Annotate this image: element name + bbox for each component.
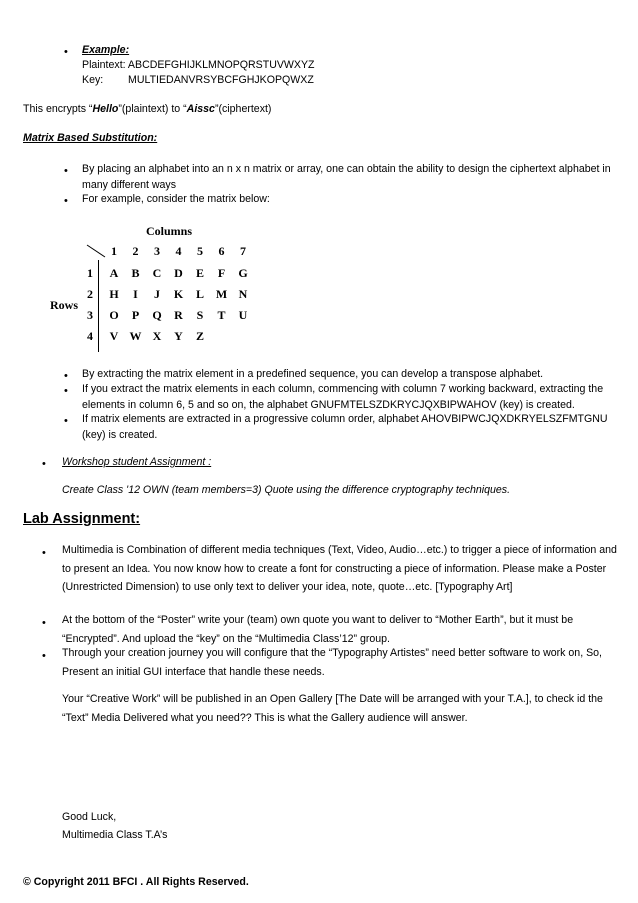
matrix-cell: E	[195, 266, 204, 280]
bullet-icon: •	[42, 617, 46, 629]
signoff-line-2: Multimedia Class T.A’s	[62, 829, 168, 841]
columns-label: Columns	[146, 224, 193, 238]
rows-label: Rows	[50, 298, 79, 312]
row-number: 3	[87, 308, 93, 322]
matrix-heading: Matrix Based Substitution:	[23, 132, 158, 144]
matrix-cell: D	[174, 266, 183, 280]
column-number: 5	[197, 244, 203, 258]
column-number: 3	[154, 244, 160, 258]
matrix-cell: L	[195, 287, 204, 301]
row-number: 1	[87, 266, 93, 280]
plaintext-word: Hello	[92, 103, 119, 115]
copyright-footer: © Copyright 2011 BFCI . All Rights Reserved.	[23, 876, 249, 888]
column-number: 1	[111, 244, 117, 258]
matrix-cell: K	[173, 287, 184, 301]
matrix-bullet-1: By placing an alphabet into an n x n matrix or array, one can obtain the ability to design the ciphertext alphabet in many different ways	[82, 163, 611, 191]
matrix-cell: S	[196, 308, 204, 322]
bullet-icon: •	[64, 195, 68, 207]
matrix-cell: M	[215, 287, 228, 301]
extract-bullet-1: By extracting the matrix element in a predefined sequence, you can develop a transpose alphabet.	[82, 368, 544, 380]
matrix-cell: H	[109, 287, 119, 301]
matrix-cell: X	[152, 329, 162, 343]
bullet-icon: •	[64, 165, 68, 177]
bullet-icon: •	[64, 385, 68, 397]
key-value: MULTIEDANVRSYBCFGHJKOPQWXZ	[128, 74, 314, 86]
diagonal-line-icon	[86, 244, 106, 258]
column-number: 4	[175, 244, 182, 258]
bullet-icon: •	[42, 458, 46, 470]
matrix-cell: A	[109, 266, 119, 280]
bullet-icon: •	[42, 547, 46, 559]
column-number: 7	[240, 244, 246, 258]
bullet-icon: •	[42, 650, 46, 662]
matrix-cell: Z	[195, 329, 204, 343]
column-number: 2	[132, 244, 139, 258]
matrix-cell: N	[238, 287, 248, 301]
encrypt-text-before: This encrypts “	[23, 103, 93, 115]
matrix-cell: F	[217, 266, 226, 280]
matrix-cell: I	[133, 287, 138, 301]
ciphertext-word: Aissc	[186, 103, 215, 115]
matrix-cell: U	[238, 308, 248, 322]
example-label: Example:	[82, 44, 130, 56]
key-label: Key:	[82, 74, 104, 86]
matrix-cell: Y	[174, 329, 183, 343]
bullet-icon: •	[64, 370, 68, 382]
matrix-cell: O	[109, 308, 119, 322]
matrix-bullet-2: For example, consider the matrix below:	[82, 193, 270, 205]
encrypt-text-middle: ”(plaintext) to “	[118, 103, 187, 115]
lab-heading: Lab Assignment:	[23, 511, 141, 527]
matrix-cell: J	[154, 287, 160, 301]
workshop-title: Workshop student Assignment :	[62, 456, 212, 468]
plaintext-line: Plaintext: ABCDEFGHIJKLMNOPQRSTUVWXYZ	[82, 59, 315, 71]
matrix-cell: R	[174, 308, 183, 322]
matrix-cell: T	[217, 308, 226, 322]
matrix-cell: W	[129, 329, 142, 343]
row-number: 2	[87, 287, 93, 301]
encrypt-sentence	[23, 102, 271, 118]
lab-bullet-3: Through your creation journey you will configure that the “Typography Artistes” need better software to work on, So, Present an initial GUI interface that handle these needs.	[62, 647, 602, 678]
matrix-cell: V	[109, 329, 119, 343]
bullet-icon: •	[64, 415, 68, 427]
column-number: 6	[218, 244, 225, 258]
extract-bullet-3: If matrix elements are extracted in a progressive column order, alphabet AHOVBIPWCJQXDKRYELSZFMTGNU (key) is created.	[82, 413, 608, 441]
row-number: 4	[87, 329, 93, 343]
matrix-cell: G	[238, 266, 248, 280]
substitution-matrix	[46, 222, 256, 352]
encrypt-text-after: ”(ciphertext)	[214, 103, 272, 115]
matrix-cell: C	[152, 266, 162, 280]
workshop-text: Create Class '12 OWN (team members=3) Quote using the difference cryptography techniques.	[62, 484, 511, 496]
lab-bullet-1: Multimedia is Combination of different media techniques (Text, Video, Audio…etc.) to trigger a piece of information and to present an Idea. You now know how to create a font for constructing a piece of information. Please make a Poster (Unrestricted Dimension) to use only text to deliver your idea, note, quote…etc. [Typography Art]	[62, 544, 617, 593]
signoff-line-1: Good Luck,	[62, 811, 117, 823]
matrix-cell: P	[131, 308, 140, 322]
bullet-icon: •	[64, 46, 68, 58]
lab-bullet-2: At the bottom of the “Poster” write your (team) own quote you want to deliver to “Mother Earth”, but it must be “Encrypted”. And upload the “key” on the “Multimedia Class’12” group.	[62, 614, 574, 645]
matrix-cell: B	[131, 266, 140, 280]
extract-bullet-2: If you extract the matrix elements in each column, commencing with column 7 working backward, extracting the elements in column 6, 5 and so on, the alphabet GNUFMTELSZDKRYCJQXBIPWAHOV (key) is created.	[82, 383, 604, 411]
lab-paragraph: Your “Creative Work” will be published in an Open Gallery [The Date will be arranged with your T.A.], to check id the “Text” Media Delivered what you need?? This is what the Gallery audience will answer.	[62, 693, 603, 724]
matrix-cell: Q	[152, 308, 162, 322]
